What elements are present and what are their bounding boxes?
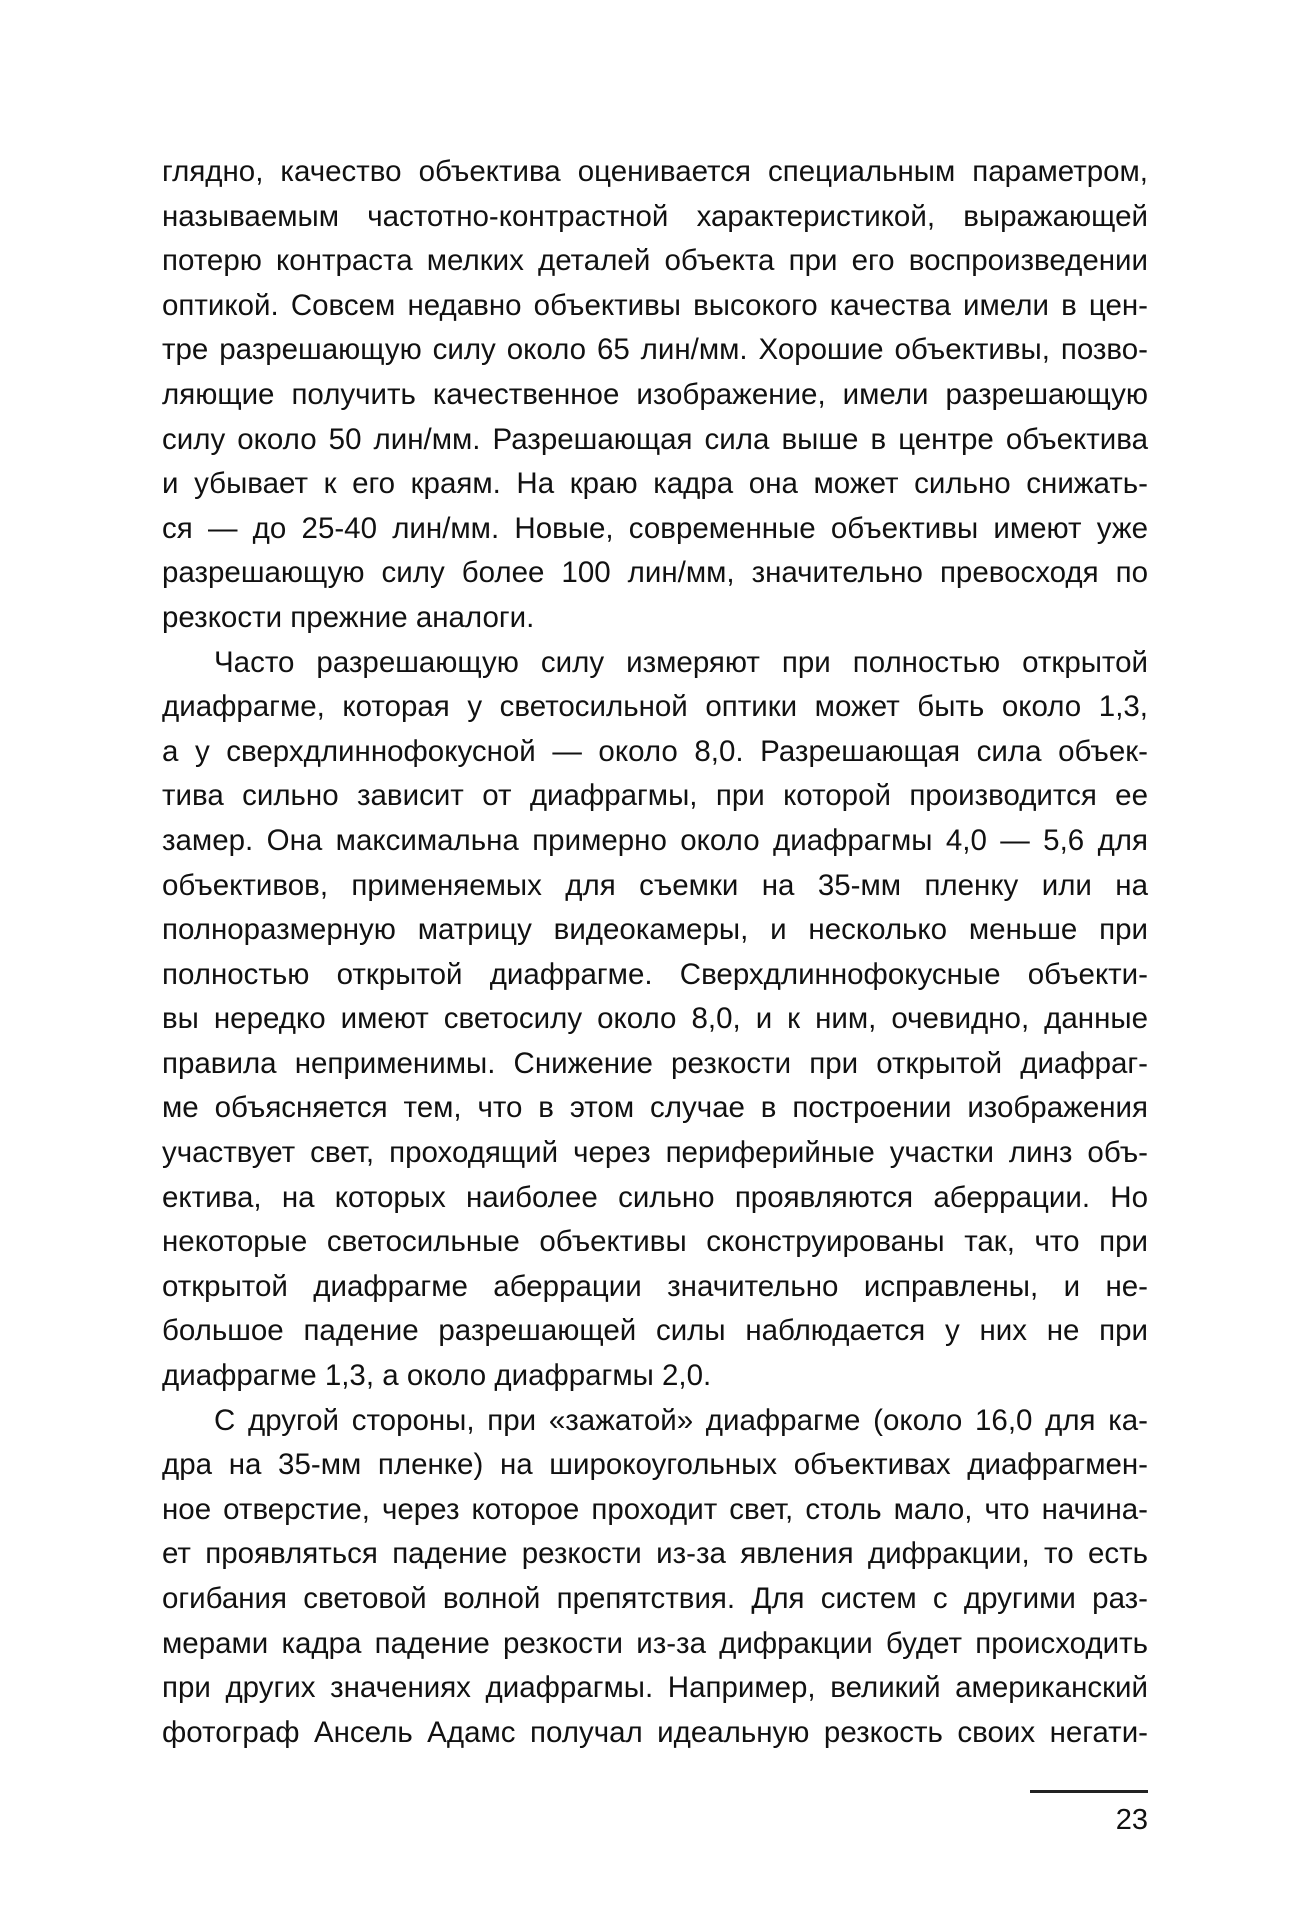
text-line: вы нередко имеют светосилу около 8,0, и к ним, очевидно, данные: [162, 1002, 1148, 1036]
text-line: участвует свет, проходящий через периферийные участки линз объ-: [162, 1136, 1148, 1170]
text-line: ся — до 25-40 лин/мм. Новые, современные объективы имеют уже: [162, 511, 1148, 545]
text-line: некоторые светосильные объективы сконструированы так, что при: [162, 1225, 1148, 1259]
text-line: огибания световой волной препятствия. Для систем с другими раз-: [162, 1582, 1148, 1615]
text-line: силу около 50 лин/мм. Разрешающая сила выше в центре объектива: [162, 422, 1148, 456]
text-line: полноразмерную матрицу видеокамеры, и несколько меньше при: [162, 913, 1148, 947]
text-line: полностью открытой диафрагме. Сверхдлиннофокусные объекти-: [162, 957, 1148, 991]
text-line: и убывает к его краям. На краю кадра она может сильно снижать-: [162, 467, 1148, 501]
text-line: оптикой. Совсем недавно объективы высокого качества имели в цен-: [162, 288, 1148, 322]
paragraph-1: [162, 150, 1148, 641]
text-line: фотограф Ансель Адамс получал идеальную резкость своих негати-: [162, 1715, 1148, 1749]
text-line: потерю контраста мелких деталей объекта при его воспроизведении: [162, 244, 1148, 278]
text-line: называемым частотно-контрастной характеристикой, выражающей: [162, 199, 1148, 233]
text-line: тре разрешающую силу около 65 лин/мм. Хорошие объективы, позво-: [162, 333, 1148, 367]
text-line: объективов, применяемых для съемки на 35-мм пленку или на: [162, 868, 1148, 902]
text-line: мерами кадра падение резкости из-за дифракции будет происходить: [162, 1626, 1148, 1660]
page-number: 23: [1115, 1804, 1148, 1836]
text-line: ме объясняется тем, что в этом случае в построении изображения: [162, 1091, 1148, 1125]
text-line: диафрагме 1,3, а около диафрагмы 2,0.: [162, 1359, 712, 1393]
text-line: правила неприменимы. Снижение резкости при открытой диафраг-: [162, 1046, 1148, 1080]
paragraph-3: [162, 1399, 1148, 1756]
text-line: Часто разрешающую силу измеряют при полностью открытой: [214, 645, 1148, 679]
text-line: большое падение разрешающей силы наблюдается у них не при: [162, 1314, 1148, 1348]
text-line: замер. Она максимальна примерно около диафрагмы 4,0 — 5,6 для: [162, 823, 1148, 857]
text-line: дра на 35-мм пленке) на широкоугольных объективах диафрагмен-: [162, 1448, 1148, 1482]
text-line: ектива, на которых наиболее сильно проявляются аберрации. Но: [162, 1180, 1148, 1214]
text-line: резкости прежние аналоги.: [162, 600, 535, 634]
text-line: разрешающую силу более 100 лин/мм, значительно превосходя по: [162, 556, 1148, 590]
paragraph-2: [162, 641, 1148, 1399]
text-line: С другой стороны, при «зажатой» диафрагме (около 16,0 для ка-: [214, 1403, 1148, 1437]
text-line: глядно, качество объектива оценивается специальным параметром,: [162, 155, 1148, 188]
page-body: [162, 150, 1148, 1755]
text-line: диафрагме, которая у светосильной оптики может быть около 1,3,: [162, 690, 1148, 724]
text-line: ет проявляться падение резкости из-за явления дифракции, то есть: [162, 1537, 1148, 1571]
text-line: при других значениях диафрагмы. Например, великий американский: [162, 1671, 1148, 1705]
text-line: а у сверхдлиннофокусной — около 8,0. Разрешающая сила объек-: [162, 734, 1148, 768]
text-line: открытой диафрагме аберрации значительно исправлены, и не-: [162, 1269, 1148, 1303]
footer-rule: [1030, 1790, 1148, 1793]
text-line: тива сильно зависит от диафрагмы, при которой производится ее: [162, 779, 1148, 813]
text-line: ляющие получить качественное изображение, имели разрешающую: [162, 377, 1148, 411]
text-line: ное отверстие, через которое проходит свет, столь мало, что начина-: [162, 1492, 1148, 1526]
